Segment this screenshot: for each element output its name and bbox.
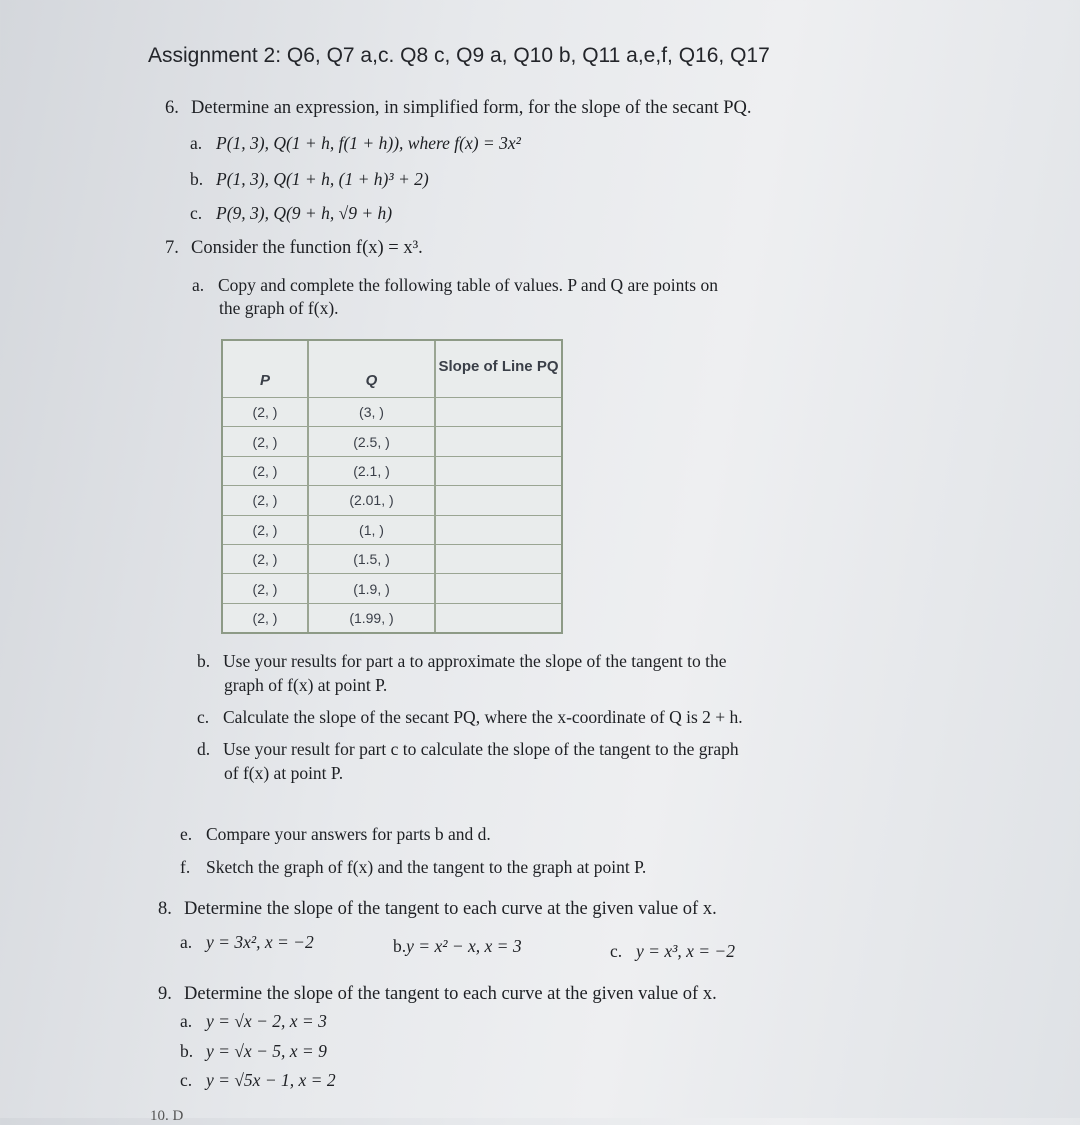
q9-part-c-letter: c. [180,1070,193,1090]
table-cell-p: (2, ) [252,521,278,538]
q6-part-c [190,203,392,224]
q8-part-a [180,932,314,953]
table-header-p: P [259,371,270,389]
q8-part-c-letter: c. [610,941,623,961]
table-row [223,516,561,545]
q7-prompt [165,238,423,259]
q7-part-a-line2: the graph of f(x). [219,298,339,318]
q8-part-c [610,941,735,962]
q7-part-e-text: Compare your answers for parts b and d. [206,824,491,844]
table-cell-q: (2.1, ) [353,462,390,479]
q6-part-c-text: P(9, 3), Q(9 + h, √9 + h) [216,203,393,223]
table-cell-p: (2, ) [252,433,278,450]
q8-prompt [158,899,717,920]
q6-part-b-text: P(1, 3), Q(1 + h, (1 + h)³ + 2) [216,169,429,189]
q9-part-a [180,1011,327,1032]
q8-part-c-text: y = x³, x = −2 [636,941,735,961]
q7-part-b-letter: b. [197,651,211,671]
table-cell-q: (2.01, ) [349,492,394,509]
q7-text: Consider the function f(x) = x³. [191,238,423,258]
q7-part-f [180,857,646,878]
values-table [221,339,563,634]
q7-part-d-line1: Use your result for part c to calculate the slope of the tangent to the graph [223,739,739,759]
q7-part-f-text: Sketch the graph of f(x) and the tangent to the graph at point P. [206,857,647,877]
table-header-row [223,341,561,398]
q7-number: 7. [165,238,179,258]
table-row [223,398,561,427]
q6-part-b-letter: b. [190,169,204,189]
table-cell-q: (1.5, ) [353,551,390,568]
q7-part-c [197,707,743,728]
table-row [223,486,561,515]
table-row [223,457,561,486]
q9-part-a-text: y = √x − 2, x = 3 [206,1011,327,1031]
q9-part-a-letter: a. [180,1011,193,1031]
q6-part-a [190,133,521,154]
table-cell-p: (2, ) [252,462,278,479]
q6-part-a-letter: a. [190,133,203,153]
table-cell-q: (1, ) [359,521,384,538]
q9-part-c-text: y = √5x − 1, x = 2 [206,1070,336,1090]
table-cell-p: (2, ) [252,580,278,597]
q6-prompt [165,98,752,119]
q8-part-b-letter: b. [393,936,407,956]
q8-part-b [393,936,522,957]
q8-part-b-text: y = x² − x, x = 3 [406,936,522,956]
table-cell-p: (2, ) [252,404,278,421]
table-cell-p: (2, ) [252,609,278,626]
table-cell-q: (2.5, ) [353,433,390,450]
q8-text: Determine the slope of the tangent to each curve at the given value of x. [184,899,717,919]
q7-part-c-text: Calculate the slope of the secant PQ, where the x-coordinate of Q is 2 + h. [223,707,743,727]
q6-number: 6. [165,98,179,118]
q7-part-a [192,275,718,296]
table-header-q: Q [365,371,378,389]
q7-part-b-line1: Use your results for part a to approximate the slope of the tangent to the [223,651,727,671]
q7-part-d [197,739,739,760]
table-cell-p: (2, ) [252,551,278,568]
q7-part-d-letter: d. [197,739,211,759]
table-cell-q: (3, ) [359,404,384,421]
table-row [223,604,561,632]
table-cell-q: (1.9, ) [353,580,390,597]
assignment-header: Assignment 2: Q6, Q7 a,c. Q8 c, Q9 a, Q10 b, Q11 a,e,f, Q16, Q17 [148,44,770,67]
q9-part-b-text: y = √x − 5, x = 9 [206,1041,327,1061]
q9-part-b [180,1041,327,1062]
q7-part-c-letter: c. [197,707,210,727]
q6-text: Determine an expression, in simplified form, for the slope of the secant PQ. [191,98,752,118]
q7-part-a-letter: a. [192,275,205,295]
table-row [223,545,561,574]
q7-part-a-line1: Copy and complete the following table of values. P and Q are points on [218,275,718,295]
table-cell-q: (1.99, ) [349,609,394,626]
table-row [223,427,561,456]
q9-part-b-letter: b. [180,1041,194,1061]
q10-fragment: 10. D [150,1108,184,1124]
q9-number: 9. [158,984,172,1004]
q7-part-e [180,824,491,845]
q7-part-b-line2: graph of f(x) at point P. [224,675,388,695]
q7-part-f-letter: f. [180,857,191,877]
q8-part-a-text: y = 3x², x = −2 [206,932,314,952]
q9-text: Determine the slope of the tangent to each curve at the given value of x. [184,984,717,1004]
q7-part-d-line2: of f(x) at point P. [224,763,344,783]
table-row [223,574,561,603]
q6-part-c-letter: c. [190,203,203,223]
q9-prompt [158,984,717,1005]
q8-number: 8. [158,899,172,919]
q7-part-e-letter: e. [180,824,193,844]
table-header-slope: Slope of Line PQ [438,357,559,375]
q7-part-b [197,651,726,672]
table-cell-p: (2, ) [252,492,278,509]
q8-part-a-letter: a. [180,932,193,952]
q9-part-c [180,1070,336,1091]
q6-part-b [190,169,429,190]
q6-part-a-text: P(1, 3), Q(1 + h, f(1 + h)), where f(x) = 3x² [216,133,521,153]
